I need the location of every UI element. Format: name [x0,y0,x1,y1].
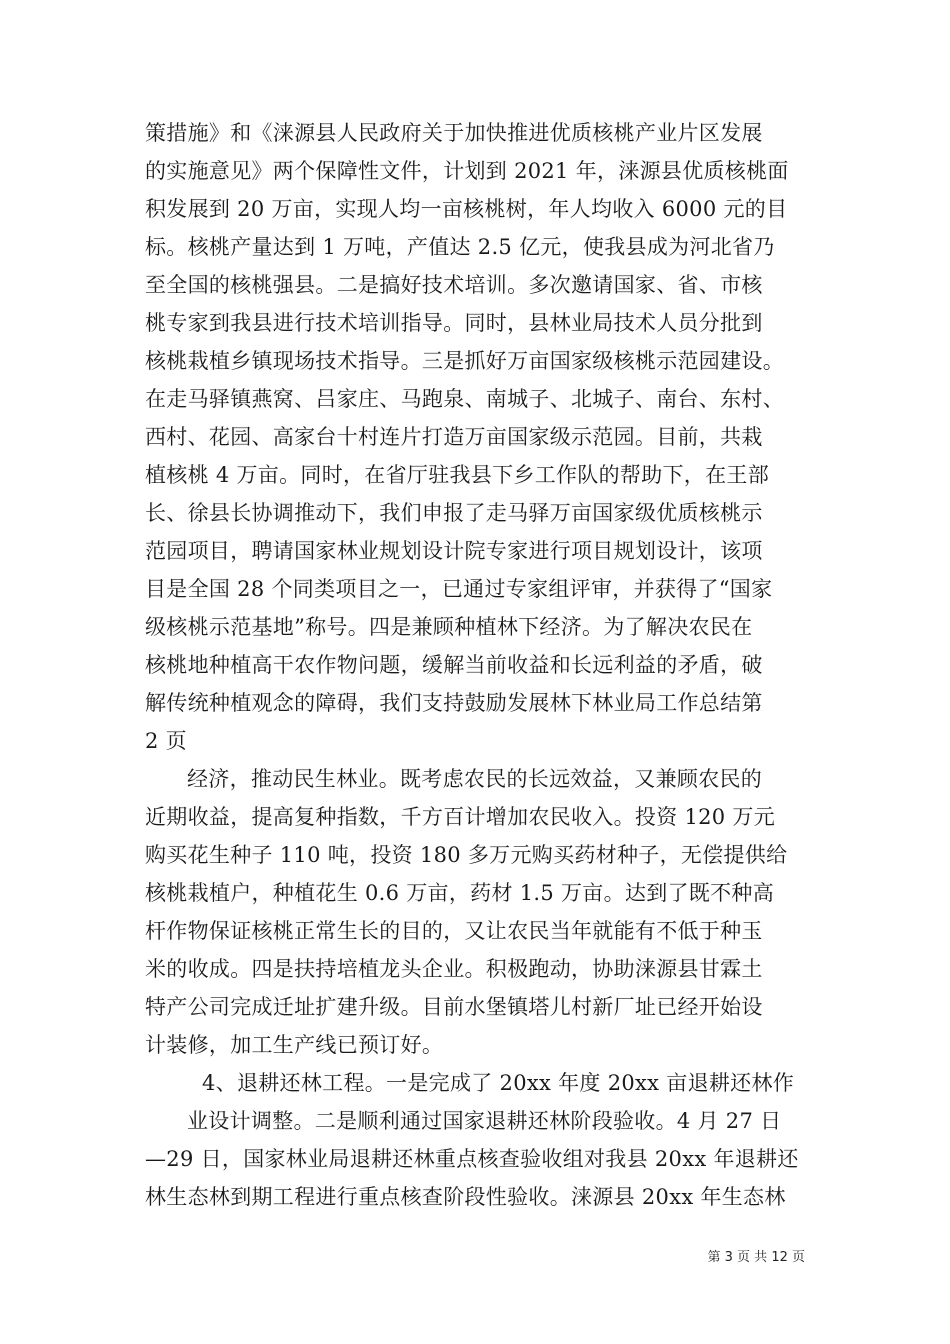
text-line: 至全国的核桃强县。二是搞好技术培训。多次邀请国家、省、市核 [145,273,763,297]
paragraph-start-line: 4、退耕还林工程。一是完成了 20xx 年度 20xx 亩退耕还林作 [202,1071,795,1095]
text-line: 西村、花园、高家台十村连片打造万亩国家级示范园。目前，共栽 [145,425,763,449]
text-line: 购买花生种子 110 吨，投资 180 多万元购买药材种子，无偿提供给 [145,843,788,867]
text-line: 植核桃 4 万亩。同时，在省厅驻我县下乡工作队的帮助下，在王部 [145,463,770,487]
text-line: 的实施意见》两个保障性文件，计划到 2021 年，涞源县优质核桃面 [145,159,789,183]
text-line: 级核桃示范基地”称号。四是兼顾种植林下经济。为了解决农民在 [145,615,753,639]
text-line: 在走马驿镇燕窝、吕家庄、马跑泉、南城子、北城子、南台、东村、 [145,387,784,411]
text-line: 积发展到 20 万亩，实现人均一亩核桃树，年人均收入 6000 元的目 [145,197,788,221]
text-line: 长、徐县长协调推动下，我们申报了走马驿万亩国家级优质核桃示 [145,501,763,525]
text-line: 策措施》和《涞源县人民政府关于加快推进优质核桃产业片区发展 [145,121,763,145]
text-line: 核桃地种植高干农作物问题，缓解当前收益和长远利益的矛盾，破 [145,653,763,677]
text-line: 2 页 [145,729,187,753]
document-body [145,114,825,1216]
page-number-footer: 第 3 页 共 12 页 [707,1250,805,1265]
text-line: 核桃栽植乡镇现场技术指导。三是抓好万亩国家级核桃示范园建设。 [145,349,784,373]
text-line: 林生态林到期工程进行重点核查阶段性验收。涞源县 20xx 年生态林 [145,1185,786,1209]
text-line: 近期收益，提高复种指数，千方百计增加农民收入。投资 120 万元 [145,805,776,829]
paragraph-start-line: 业设计调整。二是顺利通过国家退耕还林阶段验收。4 月 27 日 [187,1109,782,1133]
text-line: 核桃栽植户，种植花生 0.6 万亩，药材 1.5 万亩。达到了既不种高 [145,881,774,905]
text-line: 杆作物保证核桃正常生长的目的，又让农民当年就能有不低于种玉 [145,919,763,943]
text-line: 标。核桃产量达到 1 万吨，产值达 2.5 亿元，使我县成为河北省乃 [145,235,775,259]
text-line: 桃专家到我县进行技术培训指导。同时，县林业局技术人员分批到 [145,311,763,335]
paragraph-start-line: 经济，推动民生林业。既考虑农民的长远效益，又兼顾农民的 [187,767,763,791]
text-line: 解传统种植观念的障碍，我们支持鼓励发展林下林业局工作总结第 [145,691,763,715]
text-line: —29 日，国家林业局退耕还林重点核查验收组对我县 20xx 年退耕还 [145,1147,799,1171]
text-line: 范园项目，聘请国家林业规划设计院专家进行项目规划设计，该项 [145,539,763,563]
text-line: 米的收成。四是扶持培植龙头企业。积极跑动，协助涞源县甘霖土 [145,957,763,981]
text-line: 计装修，加工生产线已预订好。 [145,1033,444,1057]
text-line: 目是全国 28 个同类项目之一，已通过专家组评审，并获得了“国家 [145,577,773,601]
text-line: 特产公司完成迁址扩建升级。目前水堡镇塔儿村新厂址已经开始设 [145,995,763,1019]
